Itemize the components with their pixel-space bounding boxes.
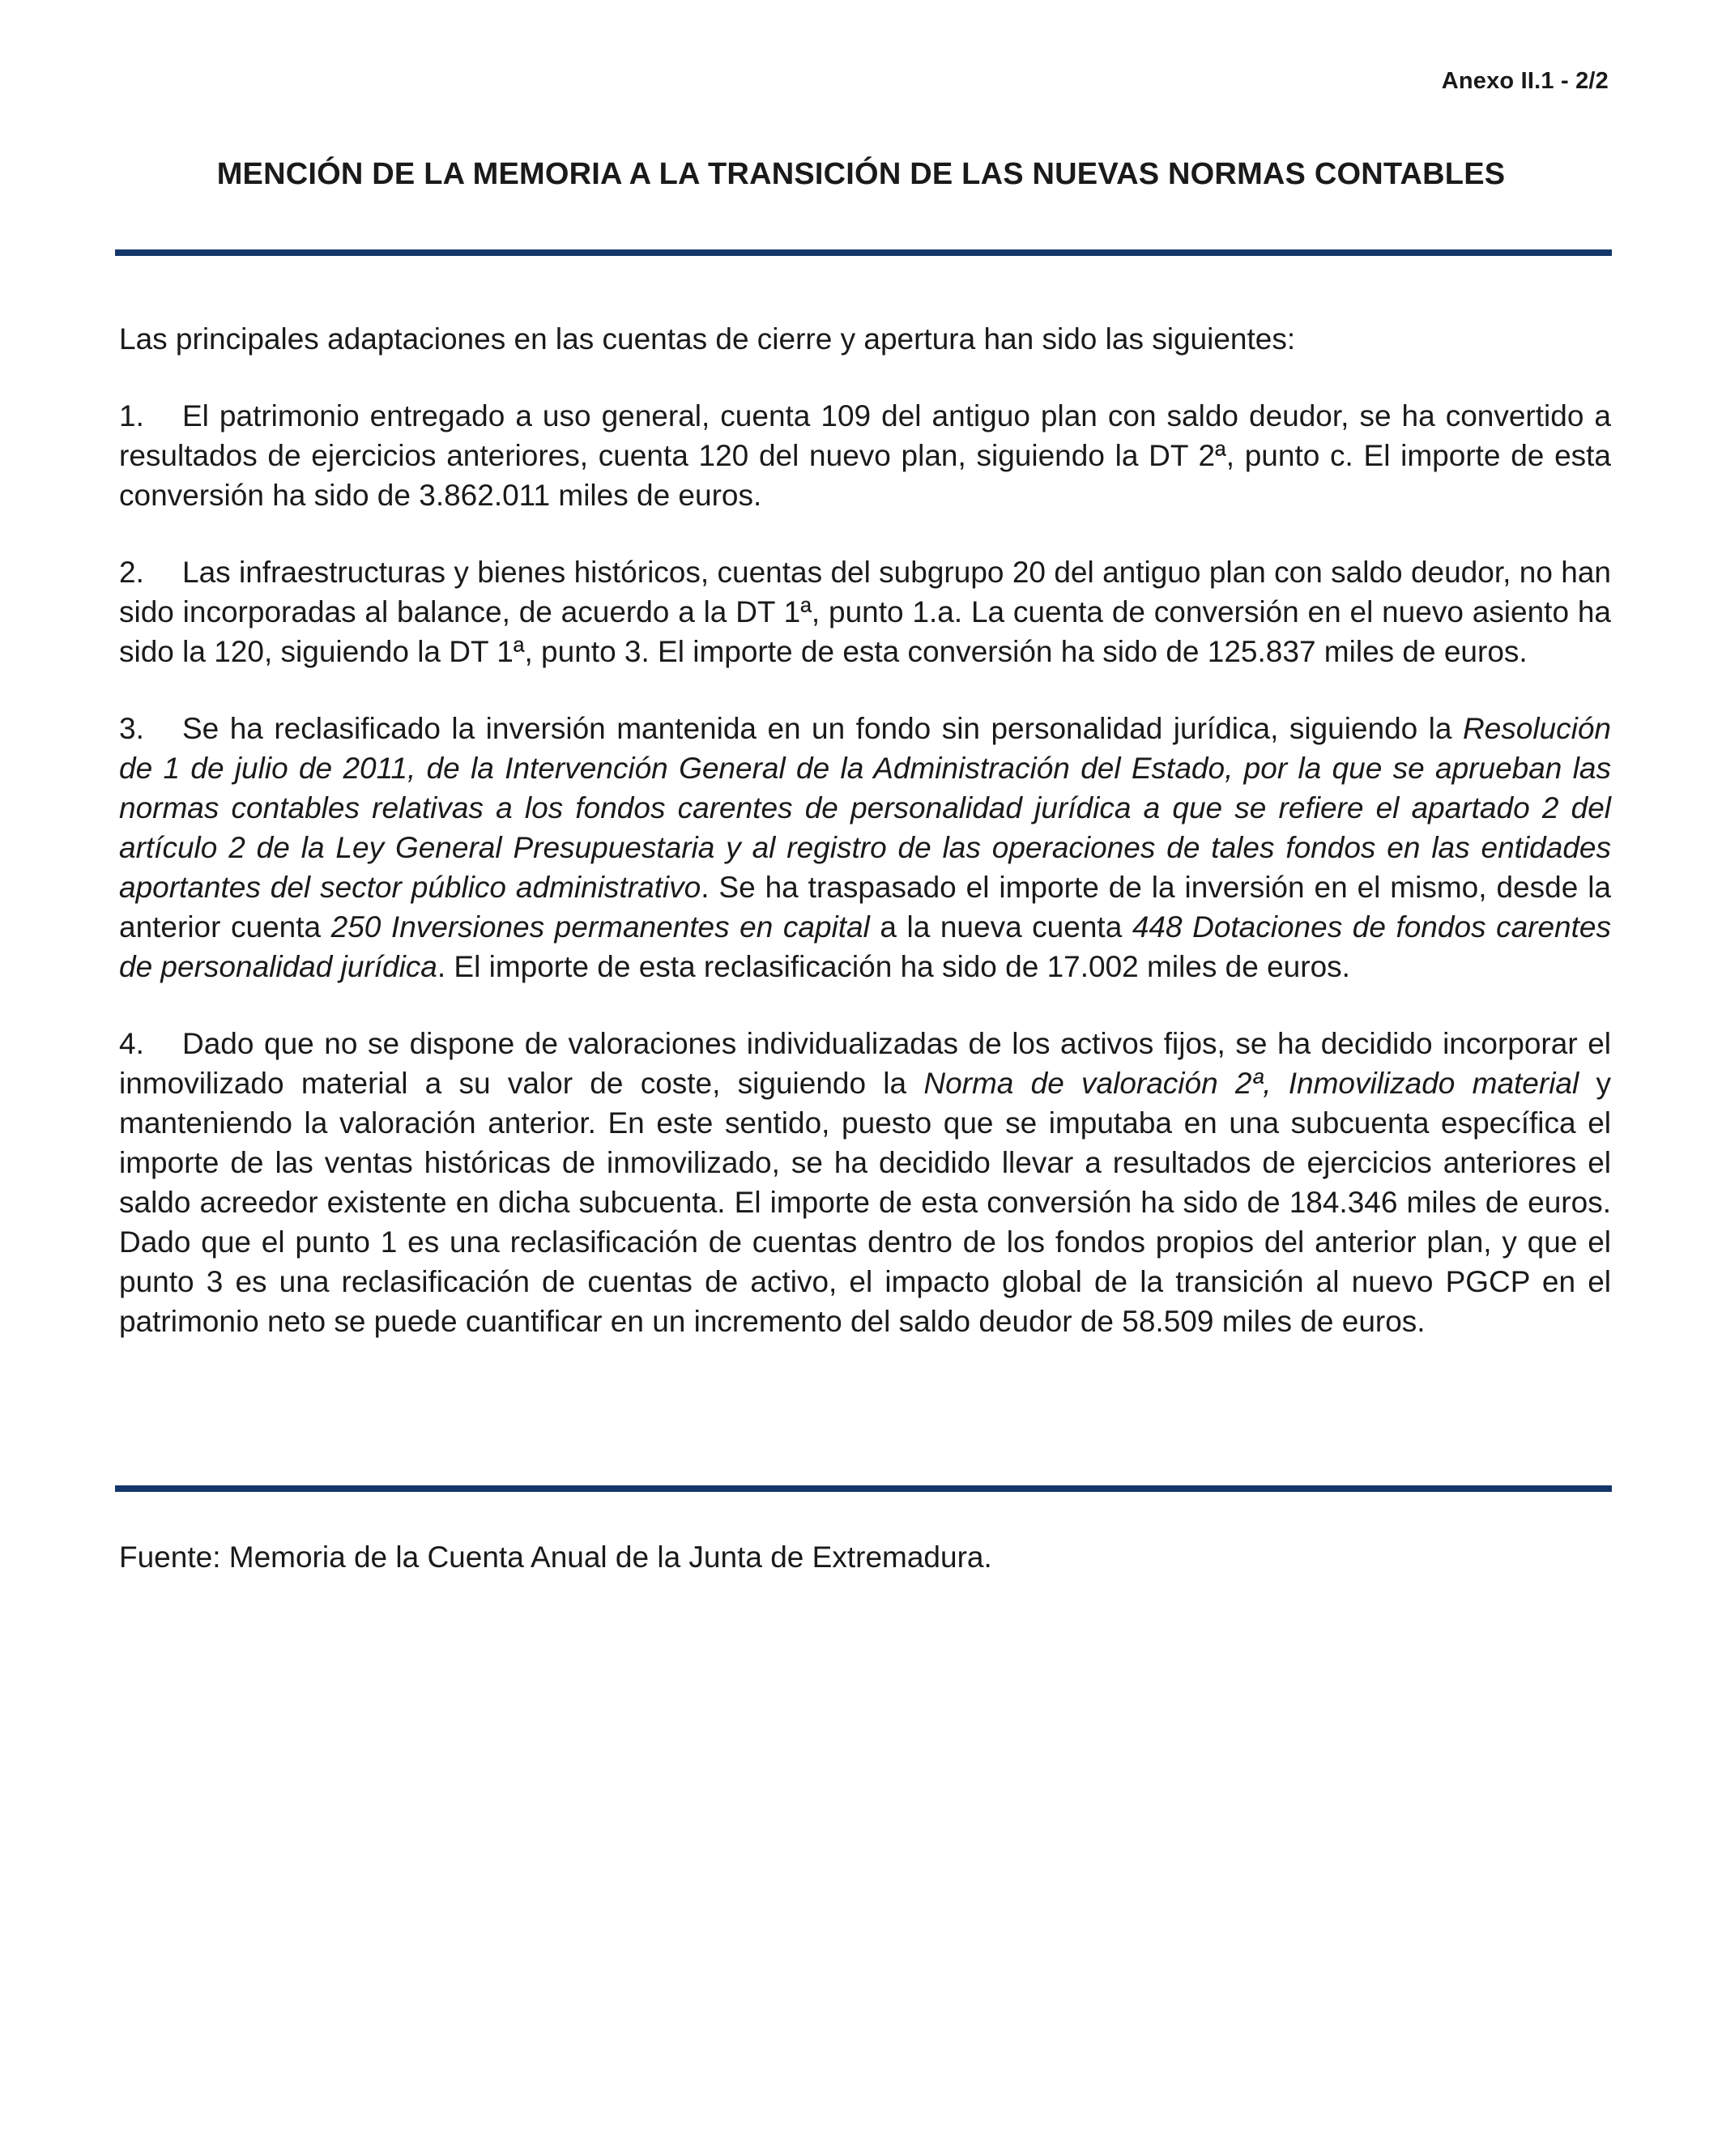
- item-text: Las infraestructuras y bienes históricos, cuentas del subgrupo 20 del antiguo plan con saldo deudor, no han sido incorporadas al balance, de acuerdo a la DT 1ª, punto 1.a. La cuenta de conversión en el nuevo asiento ha sido la 120, siguiendo la DT 1ª, punto 3. El importe de esta conversión ha sido de 125.837 miles de euros.: [119, 556, 1611, 668]
- item-number: 3.: [119, 712, 144, 745]
- list-item-4: [119, 1024, 1611, 1341]
- item-text-italic: 250 Inversiones permanentes en capital: [330, 910, 870, 944]
- item-text-italic: Norma de valoración 2ª, Inmovilizado material: [923, 1067, 1579, 1100]
- item-number: 1.: [119, 399, 144, 432]
- item-text-italic: Resolución de 1 de julio de 2011, de la Intervención General de la Administración del Estado, por la que se aprueban las normas contables relativas a los fondos carentes de personalidad jurídica a que se refiere el apartado 2 del artículo 2 de la Ley General Presupuestaria y al registro de las operaciones de tales fondos en las entidades aportantes del sector público administrativo: [119, 712, 1611, 904]
- item-text: . El importe de esta reclasificación ha sido de 17.002 miles de euros.: [437, 950, 1350, 983]
- item-number: 4.: [119, 1027, 144, 1060]
- item-text: . Se ha traspasado el importe de la inversión en el mismo, desde la anterior cuenta: [119, 871, 1611, 944]
- item-text: Se ha reclasificado la inversión mantenida en un fondo sin personalidad jurídica, siguiendo la: [182, 712, 1463, 745]
- list-item-1: [119, 396, 1611, 515]
- item-text-italic: 448 Dotaciones de fondos carentes de personalidad jurídica: [119, 910, 1611, 983]
- body-content: [119, 319, 1611, 1341]
- list-item-2: [119, 552, 1611, 671]
- bottom-divider: [115, 1485, 1612, 1492]
- item-text: Dado que no se dispone de valoraciones individualizadas de los activos fijos, se ha decidido incorporar el inmovilizado material a su valor de coste, siguiendo la: [119, 1027, 1611, 1100]
- item-text: a la nueva cuenta: [869, 910, 1132, 944]
- item-text: y manteniendo la valoración anterior. En este sentido, puesto que se imputaba en una subcuenta específica el importe de las ventas históricas de inmovilizado, se ha decidido llevar a resultados de ejercicios anteriores el saldo acreedor existente en dicha subcuenta. El importe de esta conversión ha sido de 184.346 miles de euros. Dado que el punto 1 es una reclasificación de cuentas dentro de los fondos propios del anterior plan, y que el punto 3 es una reclasificación de cuentas de activo, el impacto global de la transición al nuevo PGCP en el patrimonio neto se puede cuantificar en un incremento del saldo deudor de 58.509 miles de euros.: [119, 1067, 1611, 1338]
- item-number: 2.: [119, 556, 144, 589]
- page-title: MENCIÓN DE LA MEMORIA A LA TRANSICIÓN DE LAS NUEVAS NORMAS CONTABLES: [216, 157, 1506, 191]
- list-item-3: [119, 709, 1611, 986]
- top-divider: [115, 249, 1612, 256]
- source-note: Fuente: Memoria de la Cuenta Anual de la Junta de Extremadura.: [119, 1540, 992, 1574]
- annex-label: Anexo II.1 - 2/2: [1441, 68, 1609, 94]
- intro-paragraph: Las principales adaptaciones en las cuentas de cierre y apertura han sido las siguientes:: [119, 322, 1296, 356]
- item-text: El patrimonio entregado a uso general, cuenta 109 del antiguo plan con saldo deudor, se ha convertido a resultados de ejercicios anteriores, cuenta 120 del nuevo plan, siguiendo la DT 2ª, punto c. El importe de esta conversión ha sido de 3.862.011 miles de euros.: [119, 399, 1611, 512]
